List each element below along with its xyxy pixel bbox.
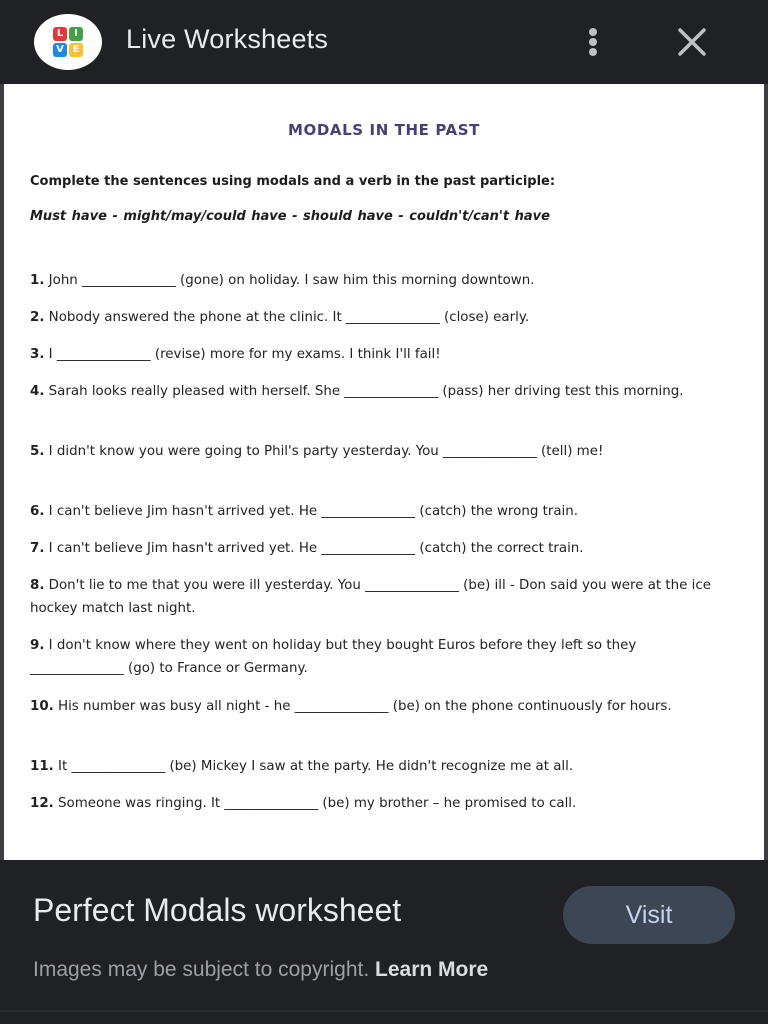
copyright-notice (33, 958, 488, 982)
question-text: John ______________ (gone) on holiday. I saw him this morning downtown. (48, 273, 535, 288)
live-worksheets-logo[interactable] (34, 14, 102, 70)
question-item (30, 343, 730, 366)
site-name: Live Worksheets (126, 24, 329, 54)
question-text: Someone was ringing. It ______________ (be) my brother – he promised to call. (58, 796, 577, 811)
question-number: 6. (30, 504, 45, 519)
worksheet-instruction: Complete the sentences using modals and a verb in the past participle: (30, 174, 556, 189)
question-number: 5. (30, 444, 45, 459)
worksheet-image (4, 84, 764, 860)
question-item (30, 380, 730, 403)
question-text: Sarah looks really pleased with herself. She ______________ (pass) her driving test this morning. (48, 384, 684, 399)
question-item (30, 440, 730, 463)
logo-letter-e: E (69, 43, 83, 57)
question-number: 11. (30, 759, 54, 774)
question-number: 9. (30, 638, 45, 653)
visit-button[interactable]: Visit (563, 886, 735, 944)
question-text: I can't believe Jim hasn't arrived yet. He ______________ (catch) the correct train. (48, 541, 584, 556)
question-number: 2. (30, 310, 45, 325)
question-number: 3. (30, 347, 45, 362)
question-item (30, 574, 730, 620)
copyright-text: Images may be subject to copyright. (33, 958, 370, 981)
question-text: I don't know where they went on holiday but they bought Euros before they left so they ______________ (go) to France or Germany. (30, 638, 637, 676)
question-text: I ______________ (revise) more for my exams. I think I'll fail! (48, 347, 441, 362)
question-number: 4. (30, 384, 45, 399)
logo-letter-i: I (69, 27, 83, 41)
divider (0, 1010, 768, 1012)
question-number: 1. (30, 273, 45, 288)
question-text: It ______________ (be) Mickey I saw at the party. He didn't recognize me at all. (58, 759, 574, 774)
question-item (30, 269, 730, 292)
question-text: His number was busy all night - he ______________ (be) on the phone continuously for hours. (58, 699, 672, 714)
question-number: 12. (30, 796, 54, 811)
question-item (30, 634, 730, 680)
question-text: I can't believe Jim hasn't arrived yet. He ______________ (catch) the wrong train. (48, 504, 579, 519)
worksheet-options: Must have - might/may/could have - should have - couldn't/can't have (30, 209, 550, 224)
question-text: I didn't know you were going to Phil's party yesterday. You ______________ (tell) me! (48, 444, 604, 459)
question-item (30, 537, 730, 560)
close-icon[interactable] (672, 22, 712, 62)
worksheet-title: MODALS IN THE PAST (288, 121, 480, 139)
top-bar (0, 0, 768, 84)
image-caption: Perfect Modals worksheet (33, 892, 402, 928)
question-text: Nobody answered the phone at the clinic. It ______________ (close) early. (48, 310, 530, 325)
question-text: Don't lie to me that you were ill yesterday. You ______________ (be) ill - Don said you were at the ice hockey match last night. (30, 578, 711, 616)
logo-letter-l: L (53, 27, 67, 41)
question-number: 10. (30, 699, 54, 714)
learn-more-link[interactable]: Learn More (375, 958, 489, 981)
question-item (30, 306, 730, 329)
logo-letter-v: V (53, 43, 67, 57)
question-item (30, 695, 730, 718)
question-item (30, 792, 730, 815)
question-number: 8. (30, 578, 45, 593)
question-number: 7. (30, 541, 45, 556)
image-preview[interactable] (0, 84, 768, 860)
more-vertical-icon[interactable] (580, 24, 608, 60)
question-item (30, 755, 730, 778)
question-item (30, 500, 730, 523)
image-details-panel (0, 860, 768, 1024)
